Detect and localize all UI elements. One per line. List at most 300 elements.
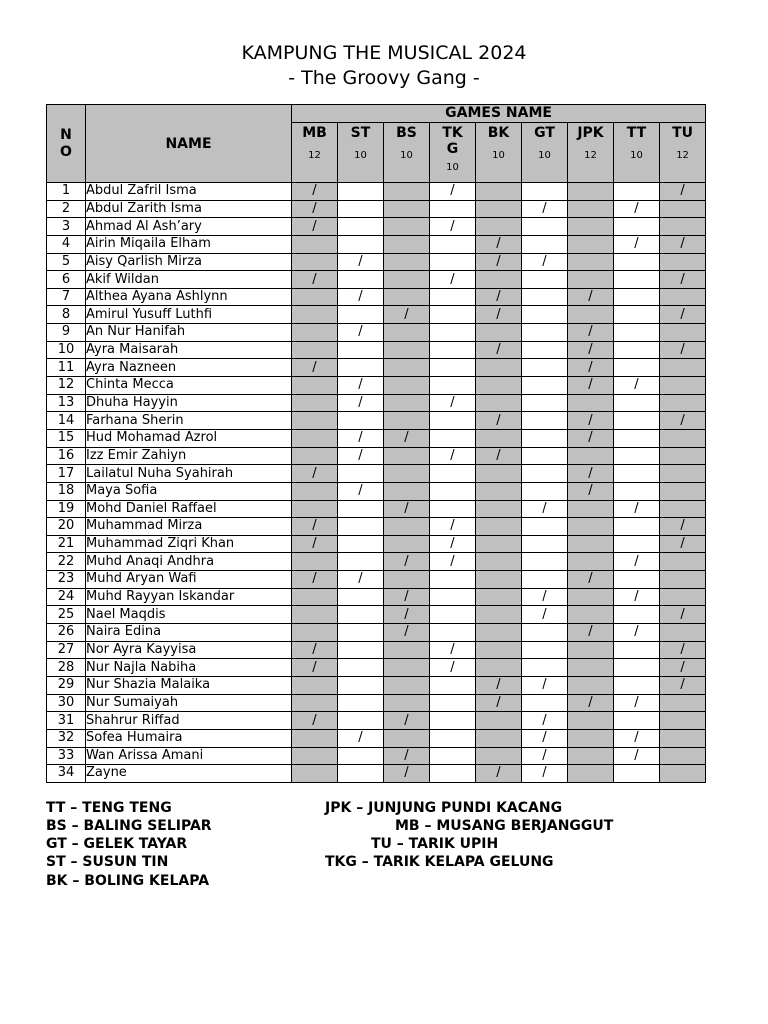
participant-name: Chinta Mecca: [86, 377, 292, 395]
legend-tt: TT – TENG TENG: [46, 800, 172, 816]
checkmark: /: [680, 659, 685, 675]
game-cell-tu: [660, 624, 706, 642]
game-cell-bs: [384, 588, 430, 606]
table-row: [47, 271, 706, 289]
row-number: 9: [47, 324, 86, 342]
game-cell-tu: [660, 253, 706, 271]
game-cell-mb: [292, 482, 338, 500]
checkmark: /: [312, 200, 317, 216]
game-cell-bs: [384, 183, 430, 201]
game-cell-bs: [384, 218, 430, 236]
game-cell-bk: [476, 571, 522, 589]
checkmark: /: [680, 641, 685, 657]
checkmark: /: [450, 518, 455, 534]
game-cell-gt: [522, 394, 568, 412]
checkmark: /: [634, 747, 639, 763]
checkmark: /: [634, 500, 639, 516]
game-cell-mb: [292, 624, 338, 642]
game-cell-jpk: [568, 412, 614, 430]
game-cell-st: [338, 235, 384, 253]
table-row: [47, 535, 706, 553]
game-cell-bs: [384, 535, 430, 553]
game-cell-gt: [522, 429, 568, 447]
game-cell-bs: [384, 676, 430, 694]
row-number: 14: [47, 412, 86, 430]
game-cell-bk: [476, 747, 522, 765]
game-cell-tt: [614, 729, 660, 747]
game-cell-st: [338, 253, 384, 271]
game-header-tt: [614, 123, 660, 183]
game-cell-tu: [660, 659, 706, 677]
game-cell-tt: [614, 765, 660, 783]
participant-name: Ayra Maisarah: [86, 341, 292, 359]
game-cell-tkg: [430, 412, 476, 430]
game-cell-tkg: [430, 324, 476, 342]
game-cell-gt: [522, 659, 568, 677]
game-cell-jpk: [568, 377, 614, 395]
table-row: [47, 588, 706, 606]
games-name-header: GAMES NAME: [292, 105, 706, 123]
game-count: 10: [492, 150, 505, 161]
game-cell-gt: [522, 271, 568, 289]
game-cell-mb: [292, 465, 338, 483]
checkmark: /: [404, 500, 409, 516]
row-number: 27: [47, 641, 86, 659]
game-cell-tt: [614, 624, 660, 642]
game-cell-tt: [614, 659, 660, 677]
checkmark: /: [542, 730, 547, 746]
game-cell-tu: [660, 447, 706, 465]
participant-name: Zayne: [86, 765, 292, 783]
game-cell-tt: [614, 694, 660, 712]
participant-name: Althea Ayana Ashlynn: [86, 288, 292, 306]
game-cell-st: [338, 535, 384, 553]
game-cell-jpk: [568, 183, 614, 201]
game-cell-gt: [522, 235, 568, 253]
game-cell-jpk: [568, 465, 614, 483]
game-cell-tkg: [430, 377, 476, 395]
game-cell-tkg: [430, 500, 476, 518]
checkmark: /: [588, 342, 593, 358]
row-number: 11: [47, 359, 86, 377]
game-code: BK: [487, 125, 510, 141]
game-cell-bs: [384, 377, 430, 395]
checkmark: /: [542, 589, 547, 605]
checkmark: /: [404, 306, 409, 322]
checkmark: /: [588, 465, 593, 481]
game-cell-tt: [614, 359, 660, 377]
checkmark: /: [588, 624, 593, 640]
game-cell-tt: [614, 535, 660, 553]
participant-name: Shahrur Riffad: [86, 712, 292, 730]
checkmark: /: [312, 536, 317, 552]
game-cell-bk: [476, 394, 522, 412]
game-cell-st: [338, 377, 384, 395]
participant-name: Dhuha Hayyin: [86, 394, 292, 412]
game-cell-tt: [614, 712, 660, 730]
game-cell-jpk: [568, 518, 614, 536]
game-cell-gt: [522, 747, 568, 765]
game-cell-st: [338, 571, 384, 589]
game-cell-mb: [292, 429, 338, 447]
game-cell-st: [338, 606, 384, 624]
game-header-gt: [522, 123, 568, 183]
game-cell-gt: [522, 218, 568, 236]
table-row: [47, 306, 706, 324]
game-cell-st: [338, 429, 384, 447]
checkmark: /: [542, 677, 547, 693]
game-cell-tu: [660, 500, 706, 518]
game-cell-tu: [660, 694, 706, 712]
game-cell-tkg: [430, 359, 476, 377]
game-cell-tt: [614, 412, 660, 430]
game-cell-st: [338, 183, 384, 201]
game-cell-tu: [660, 765, 706, 783]
checkmark: /: [588, 289, 593, 305]
game-cell-bs: [384, 729, 430, 747]
checkmark: /: [496, 765, 501, 781]
checkmark: /: [450, 641, 455, 657]
row-number: 32: [47, 729, 86, 747]
legend-gt: GT – GELEK TAYAR: [46, 836, 188, 852]
game-header-jpk: [568, 123, 614, 183]
game-cell-gt: [522, 694, 568, 712]
checkmark: /: [588, 694, 593, 710]
game-cell-st: [338, 588, 384, 606]
game-cell-st: [338, 200, 384, 218]
row-number: 29: [47, 676, 86, 694]
game-header-mb: [292, 123, 338, 183]
game-cell-jpk: [568, 588, 614, 606]
game-cell-st: [338, 729, 384, 747]
document-title: KAMPUNG THE MUSICAL 2024: [241, 42, 527, 64]
game-cell-st: [338, 288, 384, 306]
table-row: [47, 518, 706, 536]
checkmark: /: [404, 606, 409, 622]
games-table: [46, 104, 706, 783]
row-number: 8: [47, 306, 86, 324]
no-header-text: N O: [60, 126, 72, 160]
game-cell-bs: [384, 624, 430, 642]
game-cell-tt: [614, 324, 660, 342]
row-number: 18: [47, 482, 86, 500]
game-cell-st: [338, 482, 384, 500]
game-cell-mb: [292, 183, 338, 201]
table-row: [47, 429, 706, 447]
row-number: 26: [47, 624, 86, 642]
checkmark: /: [680, 536, 685, 552]
game-cell-tu: [660, 200, 706, 218]
game-cell-bk: [476, 253, 522, 271]
participant-name: Abdul Zarith Isma: [86, 200, 292, 218]
game-cell-mb: [292, 729, 338, 747]
game-cell-tu: [660, 729, 706, 747]
game-cell-mb: [292, 412, 338, 430]
row-number: 34: [47, 765, 86, 783]
row-number: 19: [47, 500, 86, 518]
game-count: 12: [584, 150, 597, 161]
game-header-tkg: [430, 123, 476, 183]
game-header-st: [338, 123, 384, 183]
game-code: JPK: [577, 125, 604, 141]
game-cell-gt: [522, 482, 568, 500]
game-cell-tkg: [430, 341, 476, 359]
checkmark: /: [542, 253, 547, 269]
game-cell-mb: [292, 518, 338, 536]
row-number: 6: [47, 271, 86, 289]
game-cell-mb: [292, 394, 338, 412]
game-cell-mb: [292, 535, 338, 553]
game-cell-jpk: [568, 271, 614, 289]
game-cell-tu: [660, 641, 706, 659]
game-cell-st: [338, 694, 384, 712]
game-cell-mb: [292, 659, 338, 677]
game-cell-bk: [476, 535, 522, 553]
table-row: [47, 288, 706, 306]
game-cell-mb: [292, 606, 338, 624]
game-cell-gt: [522, 729, 568, 747]
game-cell-jpk: [568, 306, 614, 324]
table-row: [47, 606, 706, 624]
game-cell-tt: [614, 747, 660, 765]
game-cell-tt: [614, 500, 660, 518]
game-cell-gt: [522, 571, 568, 589]
checkmark: /: [680, 342, 685, 358]
game-cell-gt: [522, 553, 568, 571]
game-cell-tu: [660, 324, 706, 342]
game-cell-st: [338, 553, 384, 571]
game-cell-jpk: [568, 288, 614, 306]
checkmark: /: [680, 518, 685, 534]
game-cell-tt: [614, 429, 660, 447]
game-cell-bk: [476, 641, 522, 659]
game-cell-gt: [522, 588, 568, 606]
checkmark: /: [358, 253, 363, 269]
checkmark: /: [588, 483, 593, 499]
game-cell-mb: [292, 571, 338, 589]
game-cell-st: [338, 447, 384, 465]
game-cell-bs: [384, 324, 430, 342]
table-row: [47, 500, 706, 518]
game-cell-jpk: [568, 535, 614, 553]
game-cell-tu: [660, 676, 706, 694]
row-number: 12: [47, 377, 86, 395]
game-cell-gt: [522, 624, 568, 642]
checkmark: /: [404, 747, 409, 763]
game-cell-tt: [614, 235, 660, 253]
game-cell-bk: [476, 482, 522, 500]
game-cell-gt: [522, 712, 568, 730]
game-cell-bk: [476, 659, 522, 677]
checkmark: /: [404, 765, 409, 781]
game-cell-jpk: [568, 200, 614, 218]
checkmark: /: [542, 765, 547, 781]
game-cell-tkg: [430, 624, 476, 642]
game-cell-st: [338, 306, 384, 324]
game-cell-tkg: [430, 641, 476, 659]
participant-name: Muhd Rayyan Iskandar: [86, 588, 292, 606]
checkmark: /: [358, 571, 363, 587]
game-cell-tkg: [430, 571, 476, 589]
checkmark: /: [542, 606, 547, 622]
game-cell-mb: [292, 235, 338, 253]
game-cell-tu: [660, 747, 706, 765]
game-cell-bs: [384, 253, 430, 271]
game-cell-st: [338, 341, 384, 359]
participant-name: Muhammad Ziqri Khan: [86, 535, 292, 553]
game-cell-gt: [522, 676, 568, 694]
game-cell-bk: [476, 676, 522, 694]
participant-name: Nael Maqdis: [86, 606, 292, 624]
game-cell-jpk: [568, 553, 614, 571]
checkmark: /: [312, 659, 317, 675]
checkmark: /: [312, 183, 317, 199]
game-cell-jpk: [568, 712, 614, 730]
checkmark: /: [496, 694, 501, 710]
game-cell-bk: [476, 765, 522, 783]
game-cell-bk: [476, 518, 522, 536]
game-cell-tkg: [430, 518, 476, 536]
checkmark: /: [312, 641, 317, 657]
game-cell-tkg: [430, 465, 476, 483]
game-cell-st: [338, 271, 384, 289]
game-cell-gt: [522, 447, 568, 465]
row-number: 1: [47, 183, 86, 201]
table-row: [47, 324, 706, 342]
game-cell-gt: [522, 500, 568, 518]
row-number: 10: [47, 341, 86, 359]
checkmark: /: [312, 465, 317, 481]
game-cell-tt: [614, 183, 660, 201]
game-cell-bs: [384, 606, 430, 624]
game-cell-bk: [476, 412, 522, 430]
game-cell-jpk: [568, 394, 614, 412]
checkmark: /: [404, 624, 409, 640]
checkmark: /: [588, 359, 593, 375]
checkmark: /: [634, 200, 639, 216]
game-cell-bk: [476, 377, 522, 395]
game-cell-tkg: [430, 765, 476, 783]
game-cell-tkg: [430, 218, 476, 236]
game-cell-bs: [384, 306, 430, 324]
checkmark: /: [358, 447, 363, 463]
game-cell-tkg: [430, 712, 476, 730]
legend-tkg: TKG – TARIK KELAPA GELUNG: [325, 854, 554, 870]
game-cell-tt: [614, 341, 660, 359]
game-cell-mb: [292, 747, 338, 765]
game-cell-tkg: [430, 694, 476, 712]
game-cell-gt: [522, 412, 568, 430]
game-cell-tt: [614, 465, 660, 483]
row-number: 3: [47, 218, 86, 236]
game-cell-bs: [384, 341, 430, 359]
game-cell-tu: [660, 429, 706, 447]
game-cell-bs: [384, 553, 430, 571]
game-cell-bs: [384, 394, 430, 412]
game-cell-gt: [522, 341, 568, 359]
no-column-header: [47, 105, 86, 183]
game-cell-bk: [476, 341, 522, 359]
game-cell-tt: [614, 271, 660, 289]
checkmark: /: [450, 183, 455, 199]
game-cell-tu: [660, 218, 706, 236]
game-code: TK G: [442, 125, 463, 157]
game-cell-tkg: [430, 659, 476, 677]
checkmark: /: [312, 571, 317, 587]
table-row: [47, 729, 706, 747]
checkmark: /: [634, 730, 639, 746]
legend-tu: TU – TARIK UPIH: [371, 836, 499, 852]
checkmark: /: [680, 677, 685, 693]
participant-name: Aisy Qarlish Mirza: [86, 253, 292, 271]
legend-mb: MB – MUSANG BERJANGGUT: [395, 818, 614, 834]
participant-name: Ayra Nazneen: [86, 359, 292, 377]
participant-name: Maya Sofia: [86, 482, 292, 500]
game-cell-st: [338, 676, 384, 694]
game-cell-bk: [476, 606, 522, 624]
game-cell-tu: [660, 518, 706, 536]
checkmark: /: [542, 712, 547, 728]
checkmark: /: [496, 677, 501, 693]
game-cell-st: [338, 518, 384, 536]
table-body: [47, 183, 706, 783]
checkmark: /: [680, 183, 685, 199]
game-cell-mb: [292, 324, 338, 342]
game-cell-tkg: [430, 482, 476, 500]
checkmark: /: [312, 518, 317, 534]
game-cell-bk: [476, 694, 522, 712]
game-cell-tkg: [430, 271, 476, 289]
game-cell-gt: [522, 253, 568, 271]
game-cell-bs: [384, 271, 430, 289]
game-count: 10: [538, 150, 551, 161]
game-cell-bs: [384, 359, 430, 377]
table-row: [47, 235, 706, 253]
checkmark: /: [358, 730, 363, 746]
row-number: 5: [47, 253, 86, 271]
game-cell-bk: [476, 183, 522, 201]
game-cell-bs: [384, 765, 430, 783]
game-cell-tt: [614, 306, 660, 324]
game-cell-mb: [292, 288, 338, 306]
game-cell-jpk: [568, 253, 614, 271]
game-cell-bk: [476, 359, 522, 377]
participant-name: Amirul Yusuff Luthfi: [86, 306, 292, 324]
checkmark: /: [450, 553, 455, 569]
checkmark: /: [588, 324, 593, 340]
table-row: [47, 183, 706, 201]
game-code: TU: [672, 125, 694, 141]
game-header-tu: [660, 123, 706, 183]
game-cell-bk: [476, 324, 522, 342]
checkmark: /: [450, 447, 455, 463]
row-number: 4: [47, 235, 86, 253]
checkmark: /: [680, 271, 685, 287]
row-number: 16: [47, 447, 86, 465]
game-cell-bs: [384, 641, 430, 659]
table-row: [47, 747, 706, 765]
game-cell-tu: [660, 571, 706, 589]
game-cell-jpk: [568, 765, 614, 783]
checkmark: /: [358, 289, 363, 305]
game-cell-gt: [522, 306, 568, 324]
game-cell-bk: [476, 447, 522, 465]
game-cell-mb: [292, 341, 338, 359]
checkmark: /: [496, 236, 501, 252]
checkmark: /: [542, 200, 547, 216]
legend-bs: BS – BALING SELIPAR: [46, 818, 212, 834]
game-cell-tkg: [430, 553, 476, 571]
